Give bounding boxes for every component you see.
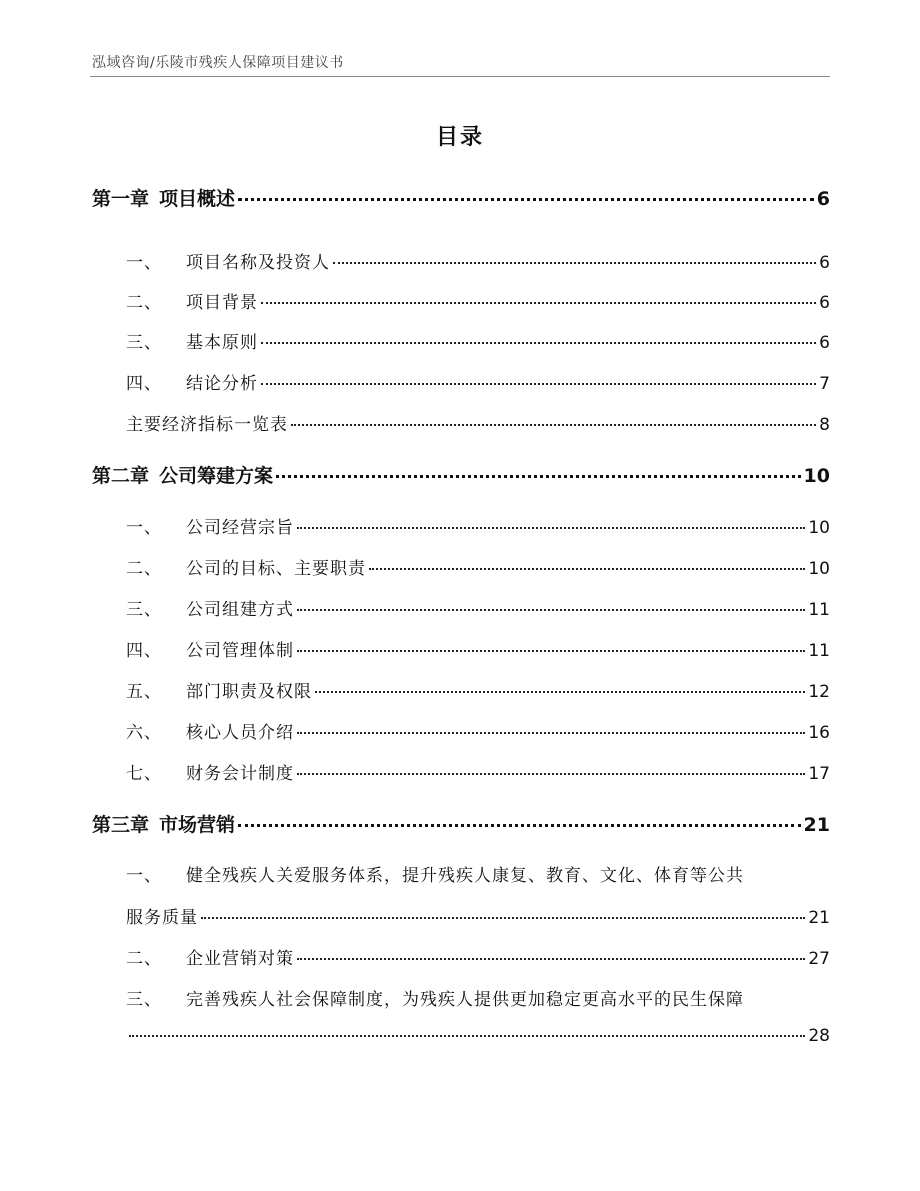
section-number: 二、 xyxy=(126,293,162,313)
dot-leader xyxy=(297,527,805,529)
section-title: 项目名称及投资人 xyxy=(186,253,330,273)
page-number: 17 xyxy=(808,764,830,784)
toc-section-3-3-line1[interactable] xyxy=(126,985,830,1010)
page-number: 6 xyxy=(816,188,830,210)
toc-section-3-2[interactable] xyxy=(126,944,830,969)
section-title: 核心人员介绍 xyxy=(186,723,294,743)
dot-leader xyxy=(276,475,801,478)
page-number: 10 xyxy=(808,559,830,579)
toc-section-3-3-line2[interactable] xyxy=(126,1026,830,1046)
dot-leader xyxy=(297,958,805,960)
toc-section-1-3[interactable] xyxy=(126,328,830,353)
page-number: 10 xyxy=(803,465,830,487)
chapter-number: 第三章 xyxy=(92,814,150,836)
chapter-title: 公司筹建方案 xyxy=(159,465,274,487)
page-number: 7 xyxy=(819,374,830,394)
section-number: 三、 xyxy=(126,990,162,1010)
section-number: 四、 xyxy=(126,374,162,394)
toc-section-2-4[interactable] xyxy=(126,636,830,661)
page-number: 10 xyxy=(808,518,830,538)
section-number: 二、 xyxy=(126,559,162,579)
toc-section-2-5[interactable] xyxy=(126,677,830,702)
page-number: 6 xyxy=(819,293,830,313)
chapter-number: 第二章 xyxy=(92,465,150,487)
toc-section-3-1-line2[interactable] xyxy=(126,903,830,928)
header-divider xyxy=(90,76,830,77)
dot-leader xyxy=(369,568,805,570)
page-number: 11 xyxy=(808,600,830,620)
page-number: 21 xyxy=(808,908,830,928)
toc-section-1-1[interactable] xyxy=(126,248,830,273)
dot-leader xyxy=(297,650,805,652)
section-title: 项目背景 xyxy=(186,293,258,313)
toc-chapter-2[interactable] xyxy=(92,461,830,488)
section-number: 三、 xyxy=(126,600,162,620)
dot-leader xyxy=(315,691,805,693)
section-number: 一、 xyxy=(126,253,162,273)
section-title: 健全残疾人关爱服务体系，提升残疾人康复、教育、文化、体育等公共 xyxy=(186,866,744,886)
section-title: 部门职责及权限 xyxy=(186,682,312,702)
toc-section-1-5[interactable] xyxy=(126,410,830,435)
section-title: 公司组建方式 xyxy=(186,600,294,620)
toc-chapter-1[interactable] xyxy=(92,184,830,211)
dot-leader xyxy=(261,302,816,304)
toc-section-2-2[interactable] xyxy=(126,554,830,579)
section-number: 七、 xyxy=(126,764,162,784)
section-number: 六、 xyxy=(126,723,162,743)
dot-leader xyxy=(291,424,816,426)
section-title: 公司的目标、主要职责 xyxy=(186,559,366,579)
toc-title: 目录 xyxy=(435,125,484,150)
section-title: 完善残疾人社会保障制度，为残疾人提供更加稳定更高水平的民生保障 xyxy=(186,990,744,1010)
page-number: 21 xyxy=(803,814,830,836)
chapter-title: 市场营销 xyxy=(159,814,236,836)
dot-leader xyxy=(333,262,816,264)
toc-section-1-4[interactable] xyxy=(126,369,830,394)
page-header: 泓域咨询/乐陵市残疾人保障项目建议书 xyxy=(92,55,344,71)
page-number: 16 xyxy=(808,723,830,743)
dot-leader xyxy=(261,383,816,385)
chapter-number: 第一章 xyxy=(92,188,150,210)
dot-leader xyxy=(129,1035,805,1037)
section-number: 一、 xyxy=(126,518,162,538)
page-number: 28 xyxy=(808,1026,830,1046)
page-number: 27 xyxy=(808,949,830,969)
section-number: 四、 xyxy=(126,641,162,661)
dot-leader xyxy=(297,773,805,775)
section-title: 财务会计制度 xyxy=(186,764,294,784)
section-title-continued: 服务质量 xyxy=(126,908,198,928)
page-number: 8 xyxy=(819,415,830,435)
section-title: 公司管理体制 xyxy=(186,641,294,661)
page-number: 6 xyxy=(819,333,830,353)
toc-section-3-1-line1[interactable] xyxy=(126,861,830,886)
page-number: 6 xyxy=(819,253,830,273)
toc-section-2-7[interactable] xyxy=(126,759,830,784)
toc-section-2-3[interactable] xyxy=(126,595,830,620)
dot-leader xyxy=(261,342,816,344)
dot-leader xyxy=(238,198,814,201)
toc-section-2-1[interactable] xyxy=(126,513,830,538)
section-title: 主要经济指标一览表 xyxy=(126,415,288,435)
dot-leader xyxy=(238,824,801,827)
dot-leader xyxy=(201,917,805,919)
section-number: 一、 xyxy=(126,866,162,886)
toc-section-1-2[interactable] xyxy=(126,288,830,313)
page-number: 11 xyxy=(808,641,830,661)
section-title: 结论分析 xyxy=(186,374,258,394)
page-number: 12 xyxy=(808,682,830,702)
dot-leader xyxy=(297,609,805,611)
toc-section-2-6[interactable] xyxy=(126,718,830,743)
section-title: 公司经营宗旨 xyxy=(186,518,294,538)
section-number: 三、 xyxy=(126,333,162,353)
dot-leader xyxy=(297,732,805,734)
toc-chapter-3[interactable] xyxy=(92,810,830,837)
section-title: 基本原则 xyxy=(186,333,258,353)
section-title: 企业营销对策 xyxy=(186,949,294,969)
section-number: 二、 xyxy=(126,949,162,969)
section-number: 五、 xyxy=(126,682,162,702)
chapter-title: 项目概述 xyxy=(159,188,236,210)
